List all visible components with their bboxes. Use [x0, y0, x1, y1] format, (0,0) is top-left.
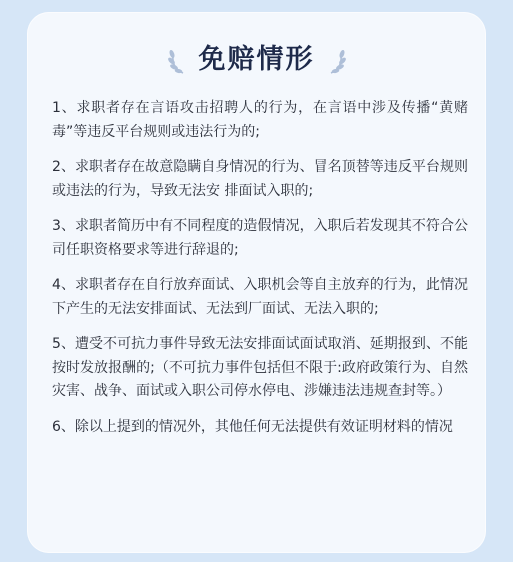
clause-item-5: 5、遭受不可抗力事件导致无法安排面试面试取消、延期报到、不能按时发放报酬的;（不可抗力事件包括但不限于:政府政策行为、自然灾害、战争、面试或入职公司停水停电、涉嫌违法违规查封等。）: [52, 336, 468, 399]
clause-item-2: 2、求职者存在故意隐瞒自身情况的行为、冒名顶替等违反平台规则或违法的行为，导致无法安 排面试入职的;: [52, 159, 468, 199]
clause-item-3: 3、求职者简历中有不同程度的造假情况，入职后若发现其不符合公司任职资格要求等进行辞退的;: [52, 218, 468, 258]
clause-item-6: 6、除以上提到的情况外，其他任何无法提供有效证明材料的情况: [52, 418, 453, 435]
clause-list: [52, 97, 468, 451]
laurel-left-icon: [167, 45, 189, 75]
notice-card: [27, 12, 486, 553]
page-title: 免赔情形: [198, 44, 315, 75]
clause-item-1: 1、求职者存在言语攻击招聘人的行为，在言语中涉及传播“黄赌毒”等违反平台规则或违法行为的;: [52, 100, 468, 140]
laurel-right-icon: [325, 45, 347, 75]
title-row: [27, 40, 486, 80]
clause-item-4: 4、求职者存在自行放弃面试、入职机会等自主放弃的行为，此情况下产生的无法安排面试、无法到厂面试、无法入职的;: [52, 277, 468, 317]
